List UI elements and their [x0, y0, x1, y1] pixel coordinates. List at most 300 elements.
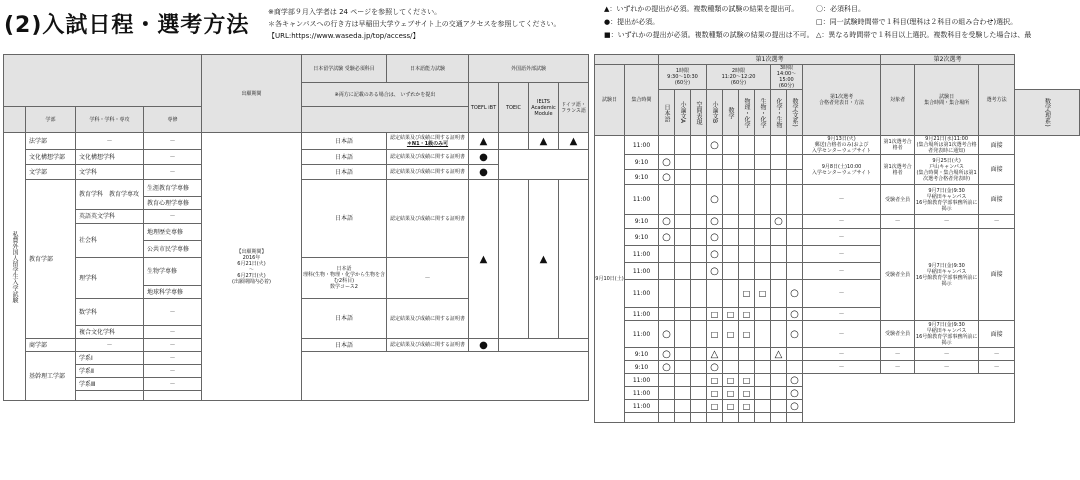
- blank-cell: [787, 215, 803, 229]
- blank-cell: [739, 263, 755, 280]
- jp-sci-cell: 日本語 理科(生物・物理・化学から生物を含む2科目) 数学コース2: [302, 258, 387, 299]
- header-de-fr: ドイツ語・フランス語: [559, 83, 589, 133]
- mark-circle: ○: [707, 215, 723, 229]
- blank-cell: [787, 136, 803, 155]
- mark-square: □: [723, 308, 739, 321]
- blank-cell: [739, 155, 755, 170]
- blank-cell: [723, 280, 739, 308]
- blank-cell: [707, 280, 723, 308]
- mark-triangle-filled: ▲: [529, 180, 559, 339]
- blank-cell: [739, 413, 755, 423]
- mark-square: □: [707, 374, 723, 387]
- blank-cell: [739, 136, 755, 155]
- announce-cell: 9月13日(火) 郵送(合格者のみ)および 入学センターウェブサイト: [803, 136, 881, 155]
- blank-cell: [675, 229, 691, 246]
- mark-square: □: [707, 321, 723, 348]
- blank-cell: [771, 308, 787, 321]
- blank-cell: [755, 400, 771, 413]
- blank-cell: [659, 280, 675, 308]
- header-second-selection: 第2次選考: [881, 55, 1015, 65]
- mark-circle: ○: [659, 348, 675, 361]
- course-cell: －: [144, 352, 202, 365]
- time-cell: 9:10: [625, 229, 659, 246]
- mark-dot: ●: [469, 165, 499, 180]
- cert-cell: 認定結果及び成績に関する証明書: [387, 299, 469, 339]
- major-cell: 英語英文学科: [76, 210, 144, 224]
- blank-cell: [771, 170, 787, 185]
- mark-circle: ○: [771, 215, 787, 229]
- blank-cell: [787, 413, 803, 423]
- mark-circle: ○: [659, 170, 675, 185]
- course-cell: －: [144, 378, 202, 391]
- subject-header: 生物・化学: [755, 90, 771, 136]
- course-cell: 教育心理学専修: [144, 197, 202, 210]
- dept-cell: 商学部: [26, 339, 76, 352]
- blank-cell: [675, 413, 691, 423]
- cert-text: 認定結果及び成績に関する証明書: [389, 135, 465, 141]
- course-cell: 地理歴史専修: [144, 224, 202, 241]
- major-cell: 複合文化学科: [76, 326, 144, 339]
- header-method: 選考方法: [979, 65, 1015, 136]
- blank-cell: [787, 263, 803, 280]
- major-cell: 文化構想学科: [76, 150, 144, 165]
- blank-cell: [771, 374, 787, 387]
- subject-header: 小論文A: [675, 90, 691, 136]
- mark-square: □: [755, 280, 771, 308]
- blank-cell: [771, 280, 787, 308]
- time-cell: 11:00: [625, 136, 659, 155]
- blank-cell: [675, 348, 691, 361]
- subject-header: 数学(理系): [1015, 90, 1080, 136]
- course-cell: －: [144, 326, 202, 339]
- mark-triangle-filled: ▲: [529, 133, 559, 150]
- blank-cell: [739, 170, 755, 185]
- dash-cell: －: [803, 185, 881, 215]
- header-exam-date: 試験日: [595, 65, 625, 136]
- time-cell: 11:00: [625, 387, 659, 400]
- blank-cell: [675, 308, 691, 321]
- blank-cell: [771, 136, 787, 155]
- legend: [604, 3, 814, 42]
- dash-cell: －: [915, 361, 979, 374]
- blank-cell: [659, 387, 675, 400]
- blank-cell: [739, 229, 755, 246]
- dept-cell: 基幹理工学部: [26, 352, 76, 401]
- blank-cell: [771, 387, 787, 400]
- blank-cell: [691, 155, 707, 170]
- cert-cell: 認定結果及び成績に関する証明書: [387, 150, 469, 165]
- right-table: [594, 54, 1080, 423]
- blank-cell: [691, 185, 707, 215]
- blank-cell: [739, 215, 755, 229]
- time-cell: 9:10: [625, 155, 659, 170]
- mark-circle: ○: [787, 374, 803, 387]
- legend-triangle: △：異なる時間帯で１科目以上選択。複数科目を受験した場合は、最: [816, 31, 1032, 39]
- dept-cell: 文化構想学部: [26, 150, 76, 165]
- blank-cell: [675, 400, 691, 413]
- blank-cell: [659, 374, 675, 387]
- blank-cell: [675, 387, 691, 400]
- dash-cell: －: [979, 361, 1015, 374]
- major-cell: －: [76, 339, 144, 352]
- blank-cell: [755, 413, 771, 423]
- blank-cell: [144, 391, 202, 401]
- blank-cell: [675, 361, 691, 374]
- mark-square: □: [739, 321, 755, 348]
- blank-cell: [675, 170, 691, 185]
- header-period-2: 2時限 11:20〜12:20 (60分): [707, 65, 771, 90]
- mark-square: □: [739, 308, 755, 321]
- target-cell: 第1次選考合格者: [881, 136, 915, 155]
- blank-cell: [691, 170, 707, 185]
- mark-triangle-filled: ▲: [469, 180, 499, 339]
- mark-circle: ○: [707, 361, 723, 374]
- blank-cell: [659, 308, 675, 321]
- blank-cell: [691, 400, 707, 413]
- dash-cell: －: [803, 263, 881, 280]
- blank-cell: [723, 185, 739, 215]
- method-cell: 面接: [979, 185, 1015, 215]
- blank-cell: [787, 170, 803, 185]
- blank-cell: [739, 361, 755, 374]
- subject-header: 物理・化学: [739, 90, 755, 136]
- header-announce: 第1次選考 合格者発表日・方法: [803, 65, 881, 136]
- mark-circle: ○: [787, 321, 803, 348]
- dash-cell: －: [881, 361, 915, 374]
- course-cell: 公共市民学専修: [144, 241, 202, 258]
- time-cell: 11:00: [625, 263, 659, 280]
- blank-cell: [723, 246, 739, 263]
- mark-circle: ○: [707, 185, 723, 215]
- time-cell: 9:10: [625, 361, 659, 374]
- blank-cell: [691, 136, 707, 155]
- header-course: 専修: [144, 107, 202, 133]
- blank-cell: [771, 361, 787, 374]
- mark-circle: ○: [707, 229, 723, 246]
- blank-cell: [659, 185, 675, 215]
- time-cell: 11:00: [625, 185, 659, 215]
- blank-cell: [723, 136, 739, 155]
- header-jp-blank: [302, 107, 469, 133]
- blank-cell: [723, 215, 739, 229]
- blank-cell: [691, 263, 707, 280]
- major-cell: 学系Ⅰ: [76, 352, 144, 365]
- dash-cell: －: [979, 215, 1015, 229]
- target-cell: 第1次選考合格者: [881, 155, 915, 185]
- mark-circle: ○: [787, 400, 803, 413]
- blank-cell: [755, 348, 771, 361]
- cert-cell: [387, 133, 469, 150]
- blank-cell: [691, 374, 707, 387]
- dash-cell: －: [803, 280, 881, 308]
- jp-cell: 日本語: [302, 180, 387, 258]
- dash-cell: －: [881, 348, 915, 361]
- legend-symbols: [816, 3, 1031, 42]
- target-cell: 受験者全員: [881, 229, 915, 321]
- course-cell: 生物学専修: [144, 258, 202, 286]
- blank-cell: [691, 246, 707, 263]
- cert-cell: 認定結果及び成績に関する証明書: [387, 339, 469, 352]
- dash-cell: －: [803, 215, 881, 229]
- blank-cell: [787, 155, 803, 170]
- blank-cell: [675, 155, 691, 170]
- method-cell: 面接: [979, 155, 1015, 185]
- header-jp-exam: 日本留学試験 受験必須科目: [302, 55, 387, 83]
- dash-cell: －: [803, 229, 881, 246]
- header-jlpt: 日本語能力試験: [387, 55, 469, 83]
- blank-cell: [755, 263, 771, 280]
- dash-cell: －: [915, 215, 979, 229]
- course-cell: 生涯教育学専修: [144, 180, 202, 197]
- blank-cell: [659, 400, 675, 413]
- method-cell: 面接: [979, 321, 1015, 348]
- blank-cell: [559, 180, 589, 339]
- blank-cell: [499, 150, 589, 180]
- subject-header: 小論文B: [707, 90, 723, 136]
- major-cell: 学系Ⅱ: [76, 365, 144, 378]
- blank-cell: [755, 170, 771, 185]
- header-period-3: 3時限 14:00〜15:00 (60分): [771, 65, 803, 90]
- blank-cell: [787, 185, 803, 215]
- announce-cell: 9月8日(土)10:00 入学センターウェブサイト: [803, 155, 881, 185]
- blank-cell: [691, 387, 707, 400]
- blank-cell: [675, 263, 691, 280]
- dash-cell: －: [803, 246, 881, 263]
- legend-square-filled: ■：いずれかの提出が必須。複数種類の試験の結果の提出は不可。: [604, 31, 814, 39]
- course-cell: －: [144, 210, 202, 224]
- mark-circle: ○: [787, 308, 803, 321]
- header-either: ※両方に記載のある場合は、 いずれかを提出: [302, 83, 469, 107]
- mark-square: □: [739, 400, 755, 413]
- time-cell: 11:00: [625, 280, 659, 308]
- course-cell: －: [144, 365, 202, 378]
- cert-cell: 認定結果及び成績に関する証明書: [387, 165, 469, 180]
- mark-square: □: [707, 387, 723, 400]
- left-table: [3, 54, 589, 401]
- blank-cell: [659, 413, 675, 423]
- mark-square: □: [739, 387, 755, 400]
- blank-cell: [499, 133, 529, 150]
- legend-square: □：同一試験時間帯で１科目(理科は２科目の組み合わせ)選択。: [816, 18, 1018, 26]
- mark-circle: ○: [707, 263, 723, 280]
- blank-cell: [739, 348, 755, 361]
- mark-circle: ○: [787, 387, 803, 400]
- exam-place-cell: 9月7日(金)9:30 早稲田キャンパス 16号館教育学部事務所前に掲示: [915, 185, 979, 215]
- jp-cell: 日本語: [302, 133, 387, 150]
- blank-cell: [675, 185, 691, 215]
- mark-triangle: △: [707, 348, 723, 361]
- page-title: (2)入試日程・選考方法: [4, 13, 250, 38]
- header-major: 学科・学科・専攻: [76, 107, 144, 133]
- subject-header: 数学(文系): [787, 90, 803, 136]
- jp-cell: 日本語: [302, 165, 387, 180]
- blank-cell: [659, 246, 675, 263]
- major-cell: 数学科: [76, 299, 144, 326]
- time-cell: 11:00: [625, 246, 659, 263]
- time-cell: 11:00: [625, 308, 659, 321]
- blank-cell: [723, 229, 739, 246]
- note-line-2: ＊各キャンパスへの行き方は早稲田大学ウェブサイト上の交通アクセスを参照してください。: [268, 20, 561, 28]
- subject-header: 空間表現: [691, 90, 707, 136]
- group-label: 私費外国人留学生入学試験: [4, 133, 26, 401]
- exam-place-cell: 9月7日(金)9:30 早稲田キャンパス 16号館教育学部事務所前に掲示: [915, 322, 978, 346]
- blank-cell: [76, 391, 144, 401]
- blank-cell: [755, 136, 771, 155]
- mark-square: □: [739, 374, 755, 387]
- legend-circle: 〇：必須科目。: [816, 5, 865, 13]
- blank-cell: [771, 185, 787, 215]
- blank-cell: [691, 348, 707, 361]
- blank-cell: [723, 348, 739, 361]
- blank-cell: [691, 321, 707, 348]
- mark-square: □: [723, 374, 739, 387]
- exam-place-cell: 9月21日(水)11:00 (集合場所は第1次選考合格者発表時に通知): [916, 136, 977, 154]
- target-cell: 受験者全員: [881, 321, 915, 348]
- blank-cell: [723, 263, 739, 280]
- blank-cell: [659, 136, 675, 155]
- blank-cell: [499, 180, 529, 339]
- blank-cell: [771, 413, 787, 423]
- blank-cell: [675, 374, 691, 387]
- subject-header: 日本語: [659, 90, 675, 136]
- method-cell: 面接: [979, 229, 1015, 321]
- mark-circle: ○: [659, 361, 675, 374]
- blank-cell: [771, 321, 787, 348]
- subject-header: 化学・生物: [771, 90, 787, 136]
- major-cell: 理学科: [76, 258, 144, 299]
- blank-cell: [707, 170, 723, 185]
- cert-cell: 認定結果及び成績に関する証明書: [387, 180, 469, 258]
- blank-cell: [787, 246, 803, 263]
- blank-cell: [691, 215, 707, 229]
- mark-square: □: [707, 400, 723, 413]
- right-header-blank: [595, 55, 659, 65]
- dash-cell: －: [803, 361, 881, 374]
- blank-cell: [787, 229, 803, 246]
- blank-cell: [691, 413, 707, 423]
- blank-cell: [675, 215, 691, 229]
- dash-cell: －: [803, 321, 881, 348]
- course-cell: －: [144, 133, 202, 150]
- blank-cell: [755, 387, 771, 400]
- blank-cell: [771, 246, 787, 263]
- major-cell: 教育学科 教育学専攻: [76, 180, 144, 210]
- mark-circle: ○: [659, 215, 675, 229]
- mark-square: □: [739, 280, 755, 308]
- blank-cell: [691, 361, 707, 374]
- mark-circle: ○: [659, 155, 675, 170]
- header-toeic: TOEIC: [499, 83, 529, 133]
- legend-dot: ●：提出が必須。: [604, 18, 660, 26]
- method-cell: 面接: [979, 136, 1015, 155]
- blank-cell: [707, 155, 723, 170]
- header-dept: 学部: [26, 107, 76, 133]
- blank-cell: [691, 308, 707, 321]
- dash-cell: －: [881, 215, 915, 229]
- header-toefl: TOEFL iBT: [469, 83, 499, 133]
- header-gather-time: 集合時間: [625, 65, 659, 136]
- blank-cell: [691, 229, 707, 246]
- blank-cell: [675, 321, 691, 348]
- dash-cell: －: [803, 348, 881, 361]
- blank-cell: [659, 263, 675, 280]
- header-blank: [4, 107, 26, 133]
- major-cell: 社会科: [76, 224, 144, 258]
- blank-cell: [499, 339, 589, 352]
- time-cell: 11:00: [625, 400, 659, 413]
- subject-header: 数学: [723, 90, 739, 136]
- dept-cell: 教育学部: [26, 180, 76, 339]
- dept-cell: 文学部: [26, 165, 76, 180]
- header-period-1: 1時限 9:30〜10:30 (60分): [659, 65, 707, 90]
- blank-cell: [675, 136, 691, 155]
- course-cell: －: [144, 339, 202, 352]
- mark-square: □: [707, 308, 723, 321]
- mark-dot: ●: [469, 150, 499, 165]
- exam-place-cell: 9月25日(火) 戸山キャンパス (集合時間・集合場所は第1次選考合格者発表時): [915, 155, 979, 185]
- major-cell: －: [76, 133, 144, 150]
- blank-cell: [723, 413, 739, 423]
- dash-cell: －: [915, 348, 979, 361]
- blank-cell: [691, 280, 707, 308]
- mark-triangle-filled: ▲: [559, 133, 589, 150]
- blank-cell: [771, 400, 787, 413]
- blank-cell: [787, 348, 803, 361]
- mark-circle: ○: [707, 136, 723, 155]
- mark-circle: ○: [787, 280, 803, 308]
- note-line-3: 【URL:https://www.waseda.jp/top/access/】: [268, 32, 420, 40]
- blank-cell: [755, 155, 771, 170]
- blank-cell: [302, 352, 589, 401]
- note-line-1: ※商学部９月入学者は 24 ページを参照してください。: [268, 8, 442, 16]
- app-period-cell: 【出願期間】 2016年 6月21日(火) 〜 6月27日(火) (出願期間内必着): [202, 133, 302, 401]
- blank-cell: [723, 155, 739, 170]
- blank-cell: [723, 361, 739, 374]
- mark-triangle: △: [771, 348, 787, 361]
- course-cell: 地球科学専修: [144, 286, 202, 299]
- mark-square: □: [723, 400, 739, 413]
- jp-cell: 日本語: [302, 339, 387, 352]
- mark-square: □: [723, 321, 739, 348]
- blank-cell: [755, 229, 771, 246]
- major-cell: 文学科: [76, 165, 144, 180]
- mark-dot: ●: [469, 339, 499, 352]
- blank-cell: [755, 185, 771, 215]
- time-cell: 11:00: [625, 374, 659, 387]
- mark-circle: ○: [707, 246, 723, 263]
- blank-cell: [771, 155, 787, 170]
- dash-cell: －: [979, 348, 1015, 361]
- course-cell: －: [144, 299, 202, 326]
- dash-cell: －: [803, 308, 881, 321]
- header-first-selection: 第1次選考: [659, 55, 881, 65]
- target-cell: 受験者全員: [881, 185, 915, 215]
- blank-cell: [771, 229, 787, 246]
- header-app-period: 出願期間: [202, 55, 302, 133]
- dash-cell: －: [387, 258, 469, 299]
- exam-place-cell: 9月7日(金)9:30 早稲田キャンパス 16号館教育学部事務所前に掲示: [915, 229, 979, 321]
- blank-cell: [771, 263, 787, 280]
- header-target: 対象者: [881, 65, 915, 136]
- left-header-blank: [4, 55, 202, 107]
- blank-cell: [755, 215, 771, 229]
- blank-cell: [675, 246, 691, 263]
- course-cell: －: [144, 165, 202, 180]
- blank-cell: [755, 374, 771, 387]
- blank-cell: [755, 361, 771, 374]
- blank-cell: [739, 185, 755, 215]
- time-cell: 9:10: [625, 215, 659, 229]
